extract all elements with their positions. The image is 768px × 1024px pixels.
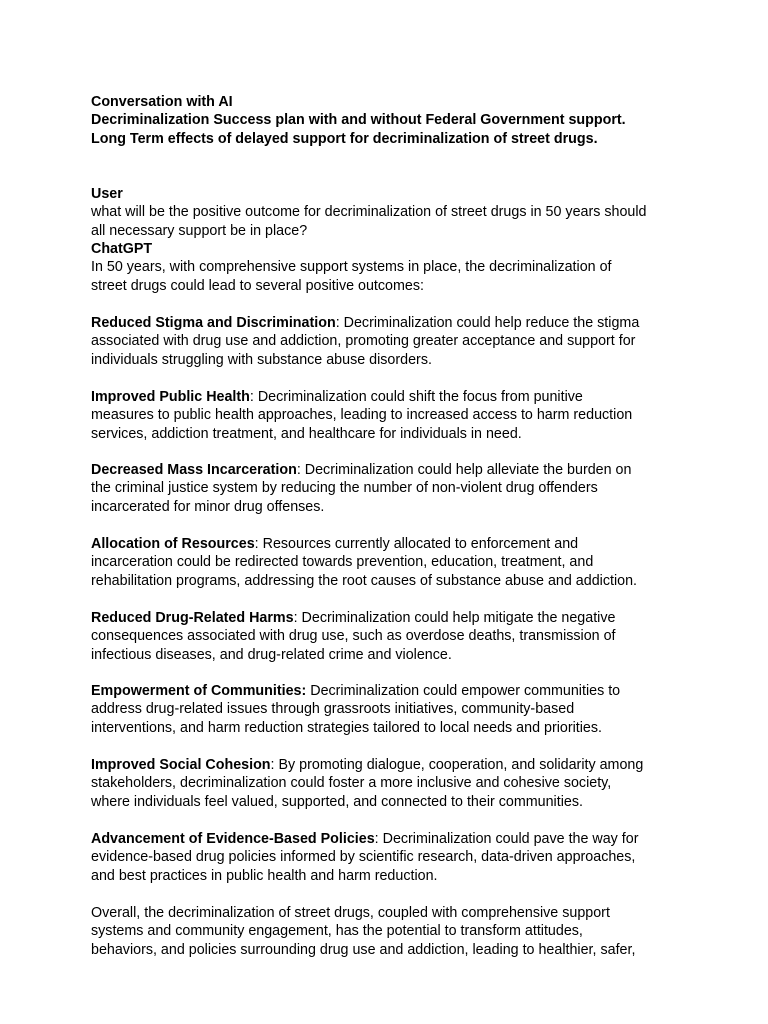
point-term: Allocation of Resources [91,536,255,552]
assistant-intro [91,240,691,295]
point-paragraph [91,388,691,443]
point-paragraph [91,314,691,369]
point-text-line: stakeholders, decriminalization could foster a more inclusive and cohesive society, [91,775,612,792]
point-text-line: and best practices in public health and harm reduction. [91,867,438,884]
point-paragraph [91,535,691,590]
point-text-line: incarcerated for minor drug offenses. [91,498,325,515]
point-term: Reduced Stigma and Discrimination [91,315,336,331]
user-label: User [91,186,123,202]
user-text-line: what will be the positive outcome for decriminalization of street drugs in 50 years should [91,204,647,221]
point-text: Resources currently allocated to enforcement and [258,536,579,552]
point-term: Improved Social Cohesion [91,757,271,773]
point-term: Advancement of Evidence-Based Policies [91,831,375,847]
point-text: Decriminalization could pave the way for [378,831,639,847]
point-text-line: measures to public health approaches, leading to increased access to harm reduction [91,407,633,424]
document-header [91,93,691,148]
point-separator: : [293,610,298,626]
user-text-line: all necessary support be in place? [91,222,308,239]
point-text-line: incarceration could be redirected towards prevention, education, treatment, and [91,554,594,571]
point-text: Decriminalization could shift the focus from punitive [253,389,583,405]
document-subtitle: Decriminalization Success plan with and without Federal Government support. [91,112,626,129]
point-text-line: individuals struggling with substance abuse disorders. [91,351,432,368]
point-text-line: services, addiction treatment, and healthcare for individuals in need. [91,425,522,442]
point-paragraph [91,609,691,664]
point-text-line: interventions, and harm reduction strategies tailored to local needs and priorities. [91,719,603,736]
point-separator: : [374,831,379,847]
point-paragraph [91,682,691,737]
point-text-line: associated with drug use and addiction, promoting greater acceptance and support for [91,333,636,350]
point-term: Empowerment of Communities: [91,683,307,699]
point-paragraph [91,830,691,885]
conclusion-text-line: systems and community engagement, has the potential to transform attitudes, [91,923,583,940]
document-title: Conversation with AI [91,94,233,110]
conclusion-text-line: behaviors, and policies surrounding drug use and addiction, leading to healthier, safer, [91,941,636,958]
point-separator: : [249,389,254,405]
point-text-line: the criminal justice system by reducing the number of non-violent drug offenders [91,480,598,497]
point-paragraph [91,756,691,811]
point-text-line: evidence-based drug policies informed by scientific research, data-driven approaches, [91,849,636,866]
point-separator: : [270,757,275,773]
point-paragraph [91,461,691,516]
conclusion-paragraph [91,904,691,959]
assistant-text-line: street drugs could lead to several positive outcomes: [91,277,424,294]
user-message [91,185,691,240]
conclusion-text-line: Overall, the decriminalization of street drugs, coupled with comprehensive support [91,905,610,921]
point-term: Improved Public Health [91,389,250,405]
point-text: By promoting dialogue, cooperation, and solidarity among [274,757,644,773]
assistant-label: ChatGPT [91,241,153,257]
point-separator: : [296,462,301,478]
point-text-line: consequences associated with drug use, such as overdose deaths, transmission of [91,628,616,645]
point-text: Decriminalization could help mitigate the negative [297,610,616,626]
point-text-line: rehabilitation programs, addressing the root causes of substance abuse and addiction. [91,572,638,589]
point-term: Decreased Mass Incarceration [91,462,297,478]
point-text: Decriminalization could empower communities to [306,683,621,699]
point-term: Reduced Drug-Related Harms [91,610,294,626]
point-text: Decriminalization could help reduce the stigma [339,315,640,331]
point-text: Decriminalization could help alleviate the burden on [300,462,632,478]
point-separator: : [335,315,340,331]
document-subtitle-2: Long Term effects of delayed support for decriminalization of street drugs. [91,130,598,147]
point-text-line: where individuals feel valued, supported, and connected to their communities. [91,793,583,810]
point-text-line: infectious diseases, and drug-related crime and violence. [91,646,452,663]
point-separator: : [254,536,259,552]
point-text-line: address drug-related issues through grassroots initiatives, community-based [91,701,575,718]
assistant-text-line: In 50 years, with comprehensive support systems in place, the decriminalization of [91,259,612,276]
